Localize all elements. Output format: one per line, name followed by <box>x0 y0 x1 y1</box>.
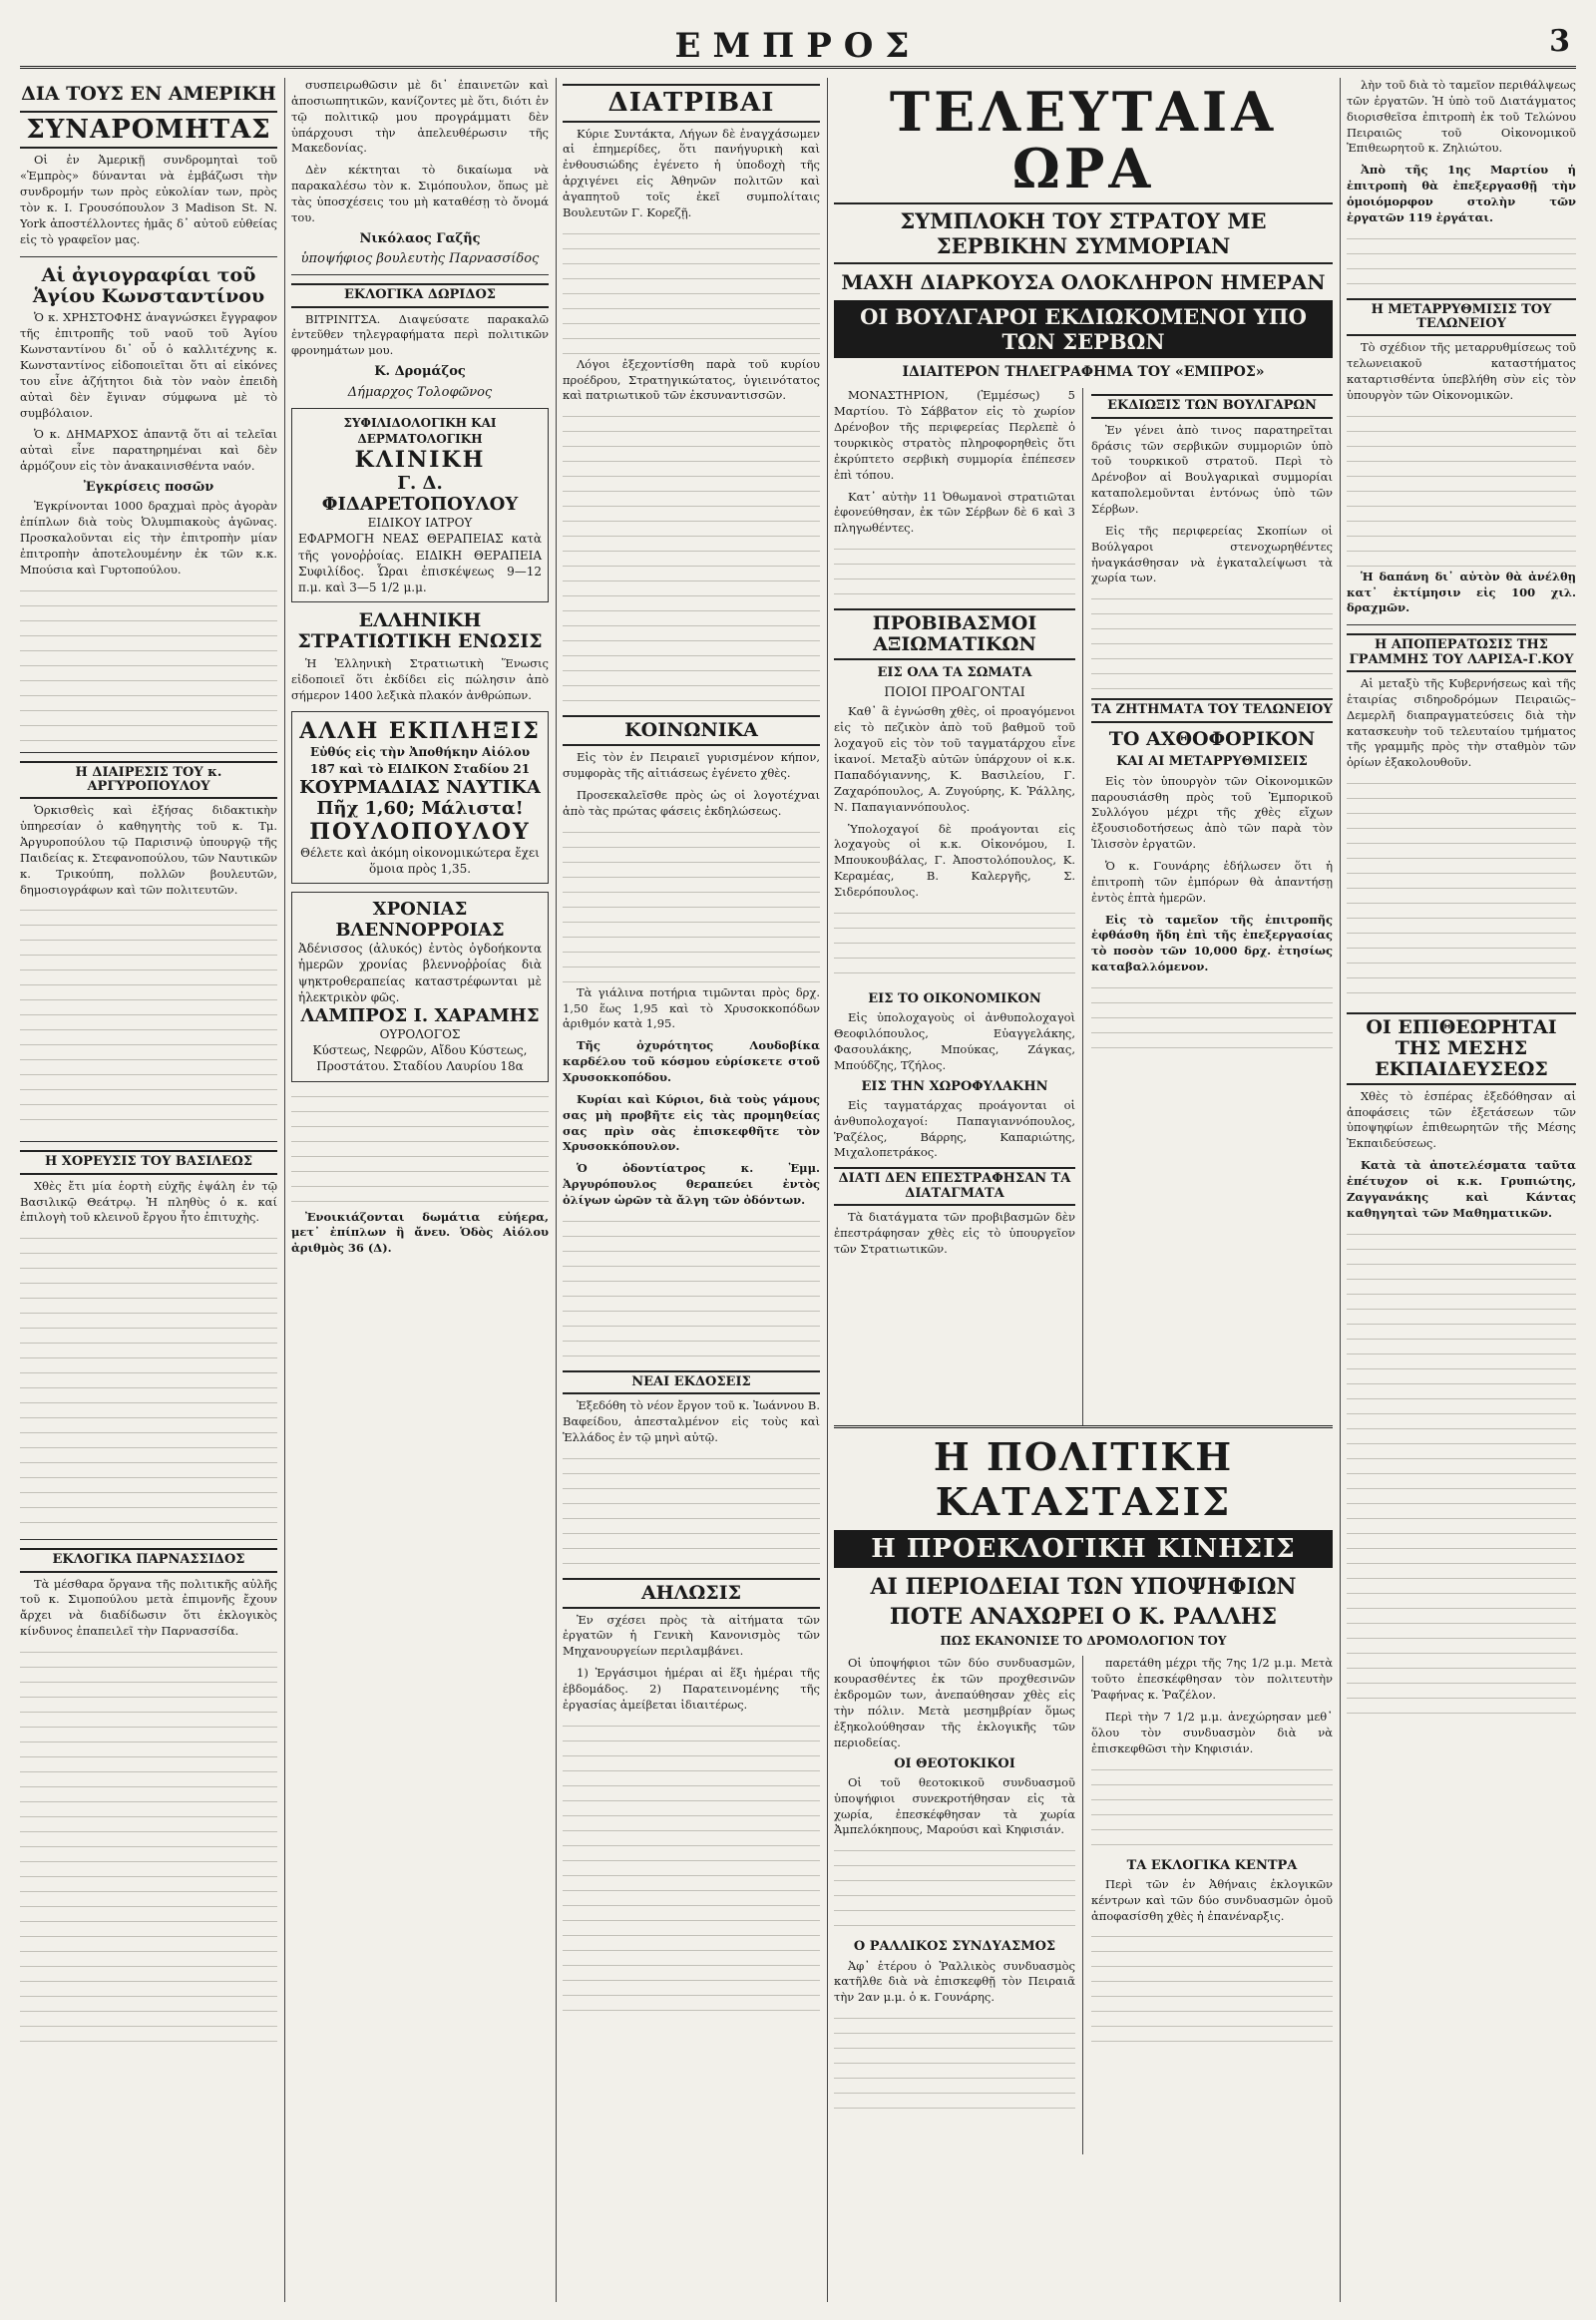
heading-election-centers: ΤΑ ΕΚΛΟΓΙΚΑ ΚΕΝΤΡΑ <box>1126 1857 1298 1873</box>
heading-line: ΕΙΣ ΟΛΑ ΤΑ ΣΩΜΑΤΑ <box>877 664 1032 680</box>
article-text: Ὁ ὀδοντίατρος κ. Ἐμμ. Ἀργυρόπουλος θεραπεύει ἐντὸς ὀλίγων ὡρῶν τὰ ἄλγη τῶν ὀδόντων. <box>563 1161 820 1207</box>
heading-economic: ΕΙΣ ΤΟ ΟΙΚΟΝΟΜΙΚΟΝ <box>868 990 1041 1006</box>
article-text: παρετάθη μέχρι τῆς 7ης 1/2 μ.μ. Μετὰ τοῦτο ἐπεσκέφθησαν τὸν πολιτευτὴν Ῥαφήνας κ. Ῥαζέλον. <box>1091 1656 1333 1703</box>
heading-doris: ΕΚΛΟΓΙΚΑ ΔΩΡΙΔΟΣ <box>291 283 549 307</box>
heading-customs: ΤΑ ΖΗΤΗΜΑΤΑ ΤΟΥ ΤΕΛΩΝΕΙΟΥ <box>1091 698 1333 722</box>
article-text: Ἐν σχέσει πρὸς τὰ αἰτήματα τῶν ἐργατῶν ἡ Γενικὴ Κανονισμὸς τῶν Μηχανουργείων περιλαμβάνει. <box>563 1612 820 1659</box>
text-block <box>1091 592 1333 692</box>
text-block <box>1347 777 1576 1006</box>
article-text: Κύριε Συντάκτα, Λήγων δὲ ἐναγχάσωμεν αἱ ἐπημερίδες, ὅτι πανήγυρικὴ καὶ ἐνθουσιώδης ἐγένετο ἡ ὑποδοχὴ τῆς ἀρχιγένει εἰς Ἀθηνῶν πολιτῶν καὶ ἀγαπητοῦ τοῖς ἐκεῖ συμπολίταις Βουλευτῶν Γ. Κορεζῇ. <box>563 126 820 219</box>
text-block <box>1347 410 1576 570</box>
article-text: Χθὲς τὸ ἑσπέρας ἐξεδόθησαν αἱ ἀποφάσεις τῶν ἐξετάσεων τῶν ὑποψηφίων ἐπιθεωρητῶν τῆς Μέσης Ἐκπαιδεύσεως. <box>1347 1088 1576 1151</box>
column-3 <box>563 78 820 2302</box>
ad-text: Εὐθύς εἰς τὴν Ἀποθήκην Αἰόλου 187 καὶ τὸ ΕΙΔΙΚΟΝ Σταδίου 21 <box>309 745 531 776</box>
article-text: Ὁ κ. ΔΗΜΑΡΧΟΣ ἀπαντᾷ ὅτι αἱ τελεῖαι αὐταὶ εἶνε παρατηρημέναι καὶ δὲν ἁρμόζουν εἰς τὸν ἀνακαινισθέντα ναόν. <box>20 427 277 474</box>
article-text: Καθ᾽ ἃ ἐγνώσθη χθὲς, οἱ προαγόμενοι εἰς τὸ πεζικὸν ἀπὸ τοῦ βαθμοῦ τοῦ λοχαγοῦ εἰς τὸν τοῦ ταγματάρχου εἶνε ἱκανοί. Μεταξὺ αὐτῶν ὑπάρχουν οἱ κ.κ. Παπαδόγιαννης, Κ. Βασιλείου, Γ. Ζαχαρόπουλος, Α. Ζυγούρης, Κ. Ῥάλλης, Ν. Παπαγιαννόπουλος. <box>834 704 1075 814</box>
politics-title: Η ΠΟΛΙΤΙΚΗ ΚΑΤΑΣΤΑΣΙΣ <box>834 1425 1333 1524</box>
ad-shop-name: ΠΟΥΛΟΠΟΥΛΟΥ <box>309 818 531 845</box>
article-text: Οἱ τοῦ θεοτοκικοῦ συνδυασμοῦ ὑποψήφιοι συνεκροτήθησαν εἰς τὰ χωρία, ἐπεσκέφθησαν τὰ χωρία Ἀμπελόκηπους, Μαρούσι καὶ Κηφισιάν. <box>834 1774 1075 1837</box>
ad-text: Θέλετε καὶ ἀκόμη οἰκονομικώτερα ἔχει ὅμοια πρὸς 1,35. <box>300 845 540 877</box>
heading-theotokikoi: ΟΙ ΘΕΟΤΟΚΙΚΟΙ <box>894 1755 1015 1771</box>
heading-railway: Η ΑΠΟΠΕΡΑΤΩΣΙΣ ΤΗΣ ΓΡΑΜΜΗΣ ΤΟΥ ΛΑΡΙΣΑ-Γ.ΚΟΥ <box>1347 633 1576 672</box>
heading-inspectors: ΟΙ ΕΠΙΘΕΩΡΗΤΑΙ ΤΗΣ ΜΕΣΗΣ ΕΚΠΑΙΔΕΥΣΕΩΣ <box>1347 1012 1576 1085</box>
article-text: Ἐνοικιάζονται δωμάτια εὐήερα, μετ᾽ ἐπίπλων ἢ ἄνευ. Ὁδὸς Αἰόλου ἀριθμὸς 36 (Δ). <box>291 1209 549 1256</box>
heading-line: ΚΑΙ ΑΙ ΜΕΤΑΡΡΥΘΜΙΣΕΙΣ <box>1116 754 1308 770</box>
heading-rallis-combination: Ο ΡΑΛΛΙΚΟΣ ΣΥΝΔΥΑΣΜΟΣ <box>853 1939 1056 1955</box>
banner-line: ΙΔΙΑΙΤΕΡΟΝ ΤΗΛΕΓΡΑΦΗΜΑ ΤΟΥ «ΕΜΠΡΟΣ» <box>902 364 1265 381</box>
text-block <box>1091 1930 1333 2050</box>
heading-diatribes: ΔΙΑΤΡΙΒΑΙ <box>563 84 820 123</box>
heading-military-union: ΕΛΛΗΝΙΚΗ ΣΤΡΑΤΙΩΤΙΚΗ ΕΝΩΣΙΣ <box>297 609 543 652</box>
right-subcolumn <box>1091 388 1333 1061</box>
text-block <box>20 584 277 744</box>
article-text: Εἰς ταγματάρχας προάγονται οἱ ἀνθυπολοχαγοί: Παπαγιαννόπουλος, Ῥαζέλος, Βάρρης, Καπαριώτης, Μιχαλοπετράκος. <box>834 1097 1075 1160</box>
text-block <box>563 1720 820 2019</box>
article-text: Ἀφ᾽ ἑτέρου ὁ Ῥαλλικὸς συνδυασμὸς κατῆλθε διὰ νὰ ἐπισκεφθῇ τὸν Πειραιᾶ τὴν 2αν μ.μ. ὁ κ. Γουνάρης. <box>834 1958 1075 2005</box>
article-text: συσπειρωθῶσιν μὲ δι᾽ ἐπαινετῶν καὶ ἀποσιωπητικῶν, κανίζοντες μὲ ὅτι, διότι ἐν τῷ πολιτικῷ μου προγράμματι δὲν ὑπάρχουσι τὴν ἀπελευθέρωσιν τῆς Μακεδονίας. <box>291 78 549 156</box>
doctor-ad <box>291 892 549 1081</box>
article-text: Λόγοι ἐξεχοντίσθη παρὰ τοῦ κυρίου προέδρου, Στρατηγικώτατος, ὑγιεινότατος καὶ πατριωτικοῦ τῶν ἐκσυναντισσῶν. <box>563 356 820 403</box>
politics-line: ΑΙ ΠΕΡΙΟΔΕΙΑΙ ΤΩΝ ΥΠΟΨΗΦΙΩΝ <box>870 1574 1297 1601</box>
ad-title: ΑΛΛΗ ΕΚΠΛΗΞΙΣ <box>299 718 541 745</box>
article-text: Προσεκαλεῖσθε πρὸς ὡς οἱ λογοτέχναι ἀπὸ τὰς πρώτας φάσεις ἐκδηλώσεως. <box>563 787 820 818</box>
heading-icons: Αἱ ἀγιογραφίαι τοῦ Ἁγίου Κωνσταντίνου <box>32 263 265 307</box>
ad-title: ΚΛΙΝΙΚΗ <box>354 447 486 474</box>
banner-subtitle: ΣΥΜΠΛΟΚΗ ΤΟΥ ΣΤΡΑΤΟΥ ΜΕ ΣΕΡΒΙΚΗΝ ΣΥΜΜΟΡΙΑΝ <box>834 202 1333 264</box>
divider <box>20 256 277 257</box>
article-text: Ἐξεδόθη τὸ νέον ἔργον τοῦ κ. Ἰωάννου Β. Βαφείδου, ἀπεσταλμένον εἰς τοὺς καὶ Ἑλλάδος ἐν τῷ μηνὶ αὐτῷ. <box>563 1398 820 1444</box>
politics-subtitle: Η ΠΡΟΕΚΛΟΓΙΚΗ ΚΙΝΗΣΙΣ <box>834 1530 1333 1568</box>
text-block <box>563 826 820 985</box>
heading-new-publications: ΝΕΑΙ ΕΚΔΟΣΕΙΣ <box>563 1370 820 1394</box>
text-block <box>20 1646 277 2045</box>
text-block <box>834 543 1075 602</box>
article-text: Περὶ τὴν 7 1/2 μ.μ. ἀνεχώρησαν μεθ᾽ ὅλου τὸν συνδυασμὸν διὰ νὰ ἐπισκεφθῶσι τὴν Κηφισιάν. <box>1091 1709 1333 1755</box>
article-text: Χθὲς ἔτι μία ἑορτὴ εὐχῆς ἐψάλη ἐν τῷ Βασιλικῷ Θεάτρῳ. Ἡ πληθὺς ὁ κ. καί ἐπιλογὴ τοῦ κλεινοῦ ἔργου ἦτο ἐπιτυχὴς. <box>20 1178 277 1225</box>
banner-line: ΟΙ ΒΟΥΛΓΑΡΟΙ ΕΚΔΙΩΚΟΜΕΝΟΙ ΥΠΟ ΤΩΝ ΣΕΡΒΩΝ <box>834 300 1333 358</box>
text-block <box>20 904 277 1133</box>
signature-title: ὑποψήφιος βουλευτὴς Παρνασσίδος <box>300 251 540 267</box>
ad-subtitle: ΕΙΔΙΚΟΥ ΙΑΤΡΟΥ <box>367 516 473 531</box>
article-text: 1) Ἐργάσιμοι ἡμέραι αἱ ἕξι ἡμέραι τῆς ἑβδομάδος. 2) Παρατεινομένης τῆς ἐργασίας ἀμείβεται ἰδιαιτέρως. <box>563 1666 820 1712</box>
article-text: Ἀπὸ τῆς 1ης Μαρτίου ἡ ἐπιτροπὴ θὰ ἐπεξεργασθῇ τὴν ὁμοιόμορφον στολὴν τῶν ἐργατῶν 119 ἐργάται. <box>1347 163 1576 224</box>
last-hour-columns <box>834 388 1333 1425</box>
text-block <box>834 1844 1075 1934</box>
article-text: Ὑπολοχαγοί δὲ προάγονται εἰς λοχαγοὺς οἱ κ.κ. Οἰκονόμου, Ι. Μπουκουβάλας, Γ. Ἀποστολόπουλος, Κ. Κεραμέας, Β. Καλεργῆς, Σ. Σιδερόπουλος. <box>834 821 1075 899</box>
text-block <box>563 1215 820 1364</box>
column-4-5 <box>834 78 1333 2302</box>
newspaper-name: ΕΜΠΡΟΣ <box>674 26 922 66</box>
left-subcolumn <box>834 1656 1075 2112</box>
banner-line: ΜΑΧΗ ΔΙΑΡΚΟΥΣΑ ΟΛΟΚΛΗΡΟΝ ΗΜΕΡΑΝ <box>841 270 1326 295</box>
newspaper-page <box>20 18 1576 2302</box>
article-text: λὴν τοῦ διὰ τὸ ταμεῖον περιθάλψεως τῶν ἐργατῶν. Ἡ ὑπὸ τοῦ Διατάγματος διορισθεῖσα ἐπιτροπὴ ἐκ τοῦ Τελώνου Πειραιῶς τοῦ Οἰκονομικοῦ Ἐπιθεωρητοῦ κ. Ζηλιώτου. <box>1347 78 1576 156</box>
text-block <box>563 410 820 709</box>
heading-subscribers: ΣΥΝΑΡΟΜΗΤΑΣ <box>20 111 277 150</box>
signature: Νικόλαος Γαζῆς <box>359 230 481 246</box>
heading-social: ΚΟΙΝΩΝΙΚΑ <box>563 715 820 746</box>
text-block <box>834 2012 1075 2112</box>
column-1 <box>20 78 277 2302</box>
ad-product: ΚΟΥΡΜΑΔΙΑΣ ΝΑΥΤΙΚΑ <box>299 776 541 798</box>
banner-title: ΤΕΛΕΥΤΑΙΑ ΩΡΑ <box>889 80 1278 200</box>
ad-text: Ἀδένισσος (ἀλυκός) ἐντὸς ὀγδοήκοντα ἡμερῶν χρονίας βλεννοῤῥοίας διὰ ψηκτροθεραπείας καταστρέφωνται μὲ ἠλεκτρικὸν φῶς. <box>298 942 542 1004</box>
heading-line: ΠΟΙΟΙ ΠΡΟΑΓΟΝΤΑΙ <box>884 685 1025 701</box>
heading-approvals: Ἐγκρίσεις ποσῶν <box>83 480 214 496</box>
column-rule <box>1082 1656 1083 2154</box>
article-text: Δὲν κέκτηται τὸ δικαίωμα νὰ παρακαλέσω τὸν κ. Σιμόπουλον, ὅπως μὲ τὰς ὑποσχέσεις του μὴ καταθέσῃ τὸ ὄνομά του. <box>291 163 549 224</box>
article-text: Τὸ σχέδιον τῆς μεταρρυθμίσεως τοῦ τελωνειακοῦ καταστήματος καταρτισθέντα ὑπεβλήθη σὺν εἰς τὸν ὑπουργὸν τῶν Οἰκονομικῶν. <box>1347 340 1576 402</box>
ad-text: ΕΦΑΡΜΟΓΗ ΝΕΑΣ ΘΕΡΑΠΕΙΑΣ κατὰ τῆς γονοῤῥοίας. ΕΙΔΙΚΗ ΘΕΡΑΠΕΙΑ Συφιλίδος. Ὧραι ἐπισκέψεως 9—12 π.μ. καὶ 3—5 1/2 μ.μ. <box>298 532 542 594</box>
heading-king: Η ΧΟΡΕΥΣΙΣ ΤΟΥ ΒΑΣΙΛΕΩΣ <box>20 1150 277 1174</box>
article-text: Εἰς τὸν ἐν Πειραιεῖ γυρισμένον κήπον, συμφορὰς τῆς αἰτιάσεως ἐγένετο χθὲς. <box>563 750 820 781</box>
text-block <box>1091 1763 1333 1853</box>
article-text: Κατ᾽ αὐτὴν 11 Ὀθωμανοὶ στρατιῶται ἐφονεύθησαν, ἐκ τῶν Σέρβων δὲ 6 καὶ 3 πληγωθέντες. <box>834 489 1075 536</box>
ad-text: Κύστεως, Νεφρῶν, Αἴδου Κύστεως, Προστάτου. Σταδίου Λαυρίου 18α <box>312 1043 528 1074</box>
article-text: Εἰς τὸν ὑπουργὸν τῶν Οἰκονομικῶν παρουσιάσθη πρὸς τοῦ Ἐμπορικοῦ Συλλόγου μέχρι τῆς χθὲς εἴχων ἐξουσιοδοτήσεως ἀπὸ τῶν παρὰ τὸν Ἰλισσὸν ἐργατῶν. <box>1091 773 1333 852</box>
ad-name: Γ. Δ. ΦΙΔΑΡΕΤΟΠΟΥΛΟΥ <box>321 473 519 516</box>
right-subcolumn <box>1091 1656 1333 2050</box>
article-text: Ἡ δαπάνη δι᾽ αὐτὸν θὰ ἀνέλθῃ κατ᾽ ἐκτίμησιν εἰς 100 χιλ. δραχμῶν. <box>1347 569 1576 615</box>
masthead <box>20 18 1576 69</box>
article-text: Εἰς τῆς περιφερείας Σκοπίων οἱ Βούλγαροι στενοχωρηθέντες ἠναγκάσθησαν νὰ ἐγκαταλείψωσι τὰ χωρία των. <box>1091 523 1333 585</box>
article-text: Ἡ Ἑλληνικὴ Στρατιωτικὴ Ἕνωσις εἰδοποιεῖ ὅτι ἐκδίδει εἰς πώλησιν ἀπὸ σήμερον 1400 λεξικὰ πλακόν ἀνθρώπων. <box>291 655 549 702</box>
article-text: Τὰ γιάλινα ποτήρια τιμῶνται πρὸς δρχ. 1,50 ἕως 1,95 καὶ τὸ Χρυσοκκοπόδων ἀριθμόν κατὰ 1,95. <box>563 984 820 1031</box>
heading-parnassis: ΕΚΛΟΓΙΚΑ ΠΑΡΝΑΣΣΙΔΟΣ <box>20 1548 277 1572</box>
divider <box>291 274 549 275</box>
article-text: ΜΟΝΑΣΤΗΡΙΟΝ, (Ἐμμέσως) 5 Μαρτίου. Τὸ Σάββατον εἰς τὸ χωρίον Δρένοβον τῆς περιφερείας Περλεπὲ ὁ τουρκικὸς στρατὸς πληροφορηθεὶς ὅτι ἐκρύπτετο σερβικὴ συμμορία ἐπέπεσεν ἐπὶ τόπου. <box>834 388 1075 482</box>
article-text: Τὰ διατάγματα τῶν προβιβασμῶν δὲν ἐπεστράφησαν χθὲς εἰς τὸ ὑπουργεῖον τῶν Στρατιωτικῶν. <box>834 1209 1075 1256</box>
page-number: 3 <box>1549 24 1570 59</box>
article-text: Οἱ ἐν Ἀμερικῇ συνδρομηταὶ τοῦ «Ἐμπρὸς» δύνανται νὰ ἐμβάζωσι τὴν συνδρομήν των πρὸς εὐκολίαν των, πρὸς τὸν κ. Ι. Γρουσόπουλον 3 Madison St. N. York ἀποστέλλοντες ἡμᾶς δ᾽ αὐτοῦ εὐθείας εἰς τὸ γραφεῖον μας. <box>20 153 277 246</box>
ad-heading: ΣΥΦΙΛΙΔΟΛΟΓΙΚΗ ΚΑΙ ΔΕΡΜΑΤΟΛΟΓΙΚΗ <box>343 415 497 446</box>
article-text: Αἱ μεταξὺ τῆς Κυβερνήσεως καὶ τῆς ἑταιρίας σιδηροδρόμων Πειραιῶς–Δεμερλῆ διαπραγματεύσεις διὰ τὴν κατασκευὴν τοῦ τελευταίου τμήματος τῆς γραμμῆς πρὸς τὴν σταθμὸν τῶν ὁρίων ἐξακολουθοῦν. <box>1347 675 1576 770</box>
left-subcolumn <box>834 388 1075 1263</box>
politics-line: ΠΩΣ ΕΚΑΝΟΝΙΣΕ ΤΟ ΔΡΟΜΟΛΟΓΙΟΝ ΤΟΥ <box>940 1634 1227 1649</box>
text-block <box>834 907 1075 986</box>
heading-bulgarians-pursuit: ΕΚΔΙΩΞΙΣ ΤΩΝ ΒΟΥΛΓΑΡΩΝ <box>1091 394 1333 418</box>
article-text: Τὰ μέσθαρα ὄργανα τῆς πολιτικῆς αὐλῆς τοῦ κ. Σιμοπούλου μετὰ ἐπιμονῆς ἔχουν ἄρχει νὰ διαδίδωσιν ὅτι ἐκλογικὸς κίνδυνος ἐπαπειλεῖ τὴν Παρνασσίδα. <box>20 1576 277 1639</box>
last-hour-banner <box>834 80 1333 381</box>
article-text: Ὁ κ. ΧΡΗΣΤΟΦΗΣ ἀναγνώσκει ἔγγραφον τῆς ἐπιτροπῆς τοῦ ναοῦ τοῦ Ἁγίου Κωνσταντίνου δι᾽ οὗ ὁ καλλιτέχνης κ. Κωνσταντίνος εἰδοποιεῖται ὅτι αἱ εἰκόνες του εἶνε ἀζήτητοι διὰ τὸν ναὸν ἐπειδὴ αὐταὶ δὲν ἔγιναν σύμφωνα μὲ τὸ συμβόλαιον. <box>20 310 277 420</box>
heading-america: ΔΙΑ ΤΟΥΣ ΕΝ ΑΜΕΡΙΚΗ <box>21 83 276 105</box>
signature-title: Δήμαρχος Τολοφῶνος <box>347 384 493 400</box>
divider <box>20 752 277 753</box>
article-text: Εἰς ὑπολοχαγοὺς οἱ ἀνθυπολοχαγοὶ Θεοφιλόπουλος, Εὐαγγελάκης, Φασουλάκης, Μπούκας, Ζάγκας, Μπούδζης, Τζήλος. <box>834 1010 1075 1072</box>
politics-line: ΠΟΤΕ ΑΝΑΧΩΡΕΙ Ο Κ. ΡΑΛΛΗΣ <box>889 1604 1278 1631</box>
ad-price: Πῆχ 1,60; Μάλιστα! <box>316 797 524 819</box>
article-text: ΒΙΤΡΙΝΙΤΣΑ. Διαψεύσατε παρακαλῶ ἐντεῦθεν τηλεγραφήματα περὶ πολιτικῶν φρονημάτων μου. <box>291 311 549 358</box>
text-block <box>1091 981 1333 1061</box>
text-block <box>563 1452 820 1572</box>
article-text: Οἱ ὑποψήφιοι τῶν δύο συνδυασμῶν, κουρασθέντες ἐκ τῶν προχθεσινῶν ἐκδρομῶν των, ἀνεπαύθησαν χθὲς εἰς τὴν πόλιν. Μετὰ μεσημβρίαν ὅμως ἐξηκολούθησαν τῆς ἐκλογικῆς τῶν περιοδείας. <box>834 1656 1075 1749</box>
text-block <box>20 1232 277 1531</box>
article-text: Ἐν γένει ἀπὸ τινος παρατηρεῖται δράσις τῶν σερβικῶν συμμοριῶν ὑπὸ τοῦ τουρκικοῦ στρατοῦ. Περὶ τὸ Δρένοβον αἱ Βουλγαρικαὶ συμμορίαι καταπολεμοῦνται ἐντόνως ὑπὸ τῶν Σέρβων. <box>1091 422 1333 516</box>
article-text: Περὶ τῶν ἐν Ἀθήναις ἐκλογικῶν κέντρων καὶ τῶν δύο συνδυασμῶν ὁμοῦ ἀποφασίσθη χθὲς ἡ ἐπανέναρξις. <box>1091 1876 1333 1923</box>
article-text: Ὁ κ. Γουνάρης ἐδήλωσεν ὅτι ἡ ἐπιτροπὴ τῶν ἐμπόρων θὰ ἀπαντήσῃ ἐντὸς ἐπτὰ ἡμερῶν. <box>1091 859 1333 905</box>
signature: Κ. Δρομάζος <box>374 364 466 380</box>
text-block <box>563 227 820 357</box>
article-text: Ὁρκισθεὶς καὶ ἐξήσας διδακτικὴν ὑπηρεσίαν ὁ καθηγητὴς τοῦ κ. Τμ. Ἀργυροπούλου τῷ Παρισινῷ ὑπουργῷ τῆς Παιδείας κ. Στεφανοπούλου, τῶν Ναυτικῶν κ. Τρικούπη, πολλῶν βουλευτῶν, δημοσιογράφων καὶ τῶν πολιτευτῶν. <box>20 803 277 897</box>
shop-ad <box>291 711 549 884</box>
column-2 <box>291 78 549 2302</box>
heading-line: ΤΟ ΑΧΘΟΦΟΡΙΚΟΝ <box>1108 727 1316 750</box>
column-rule <box>556 78 557 2302</box>
ad-name: ΛΑΜΠΡΟΣ Ι. ΧΑΡΑΜΗΣ <box>300 1004 540 1026</box>
divider <box>20 1539 277 1540</box>
text-block <box>1347 1228 1576 1727</box>
heading-gendarmerie: ΕΙΣ ΤΗΝ ΧΩΡΟΦΥΛΑΚΗΝ <box>861 1078 1048 1094</box>
column-rule <box>1340 78 1341 2302</box>
clinic-ad <box>291 408 549 602</box>
ad-subtitle: ΟΥΡΟΛΟΓΟΣ <box>379 1026 461 1041</box>
article-text: Τῆς ὀχυρότητος Λουδοβίκα καρδέλου τοῦ κόσμου εὑρίσκετε στοῦ Χρυσοκκοπόδου. <box>563 1038 820 1084</box>
text-block <box>1347 232 1576 292</box>
article-text: Εἰς τὸ ταμεῖον τῆς ἐπιτροπῆς ἐφθάσθη ἤδη ἐπὶ τῆς ἐπεξεργασίας τὸ ποσὸν τῶν 10,000 δρχ. ἐτησίως καταβαλλόμενον. <box>1091 912 1333 974</box>
politics-columns <box>834 1656 1333 2154</box>
article-text: Κυρίαι καὶ Κύριοι, διὰ τοὺς γάμους σας μὴ προβῆτε εἰς τὰς προμηθείας σας πρὶν σὰς ἐπισκεφθῆτε τὸν Χρυσοκκόπουλον. <box>563 1091 820 1154</box>
heading-argyropoulos: Η ΔΙΑΙΡΕΣΙΣ ΤΟΥ κ. ΑΡΓΥΡΟΠΟΥΛΟΥ <box>20 761 277 800</box>
divider <box>1347 624 1576 625</box>
political-situation <box>834 1425 1333 1648</box>
column-rule <box>284 78 285 2302</box>
article-text: Ἐγκρίνονται 1000 δραχμαὶ πρὸς ἀγορὰν ἐπίπλων διὰ τοὺς Ὀλυμπιακοὺς ἀγῶνας. Προσκαλοῦνται εἰς τὴν ἐπιτροπὴν μίαν ἐπιτροπὴν ἀποτελουμένην ἐκ τῶν κ.κ. Μπούσια καὶ Γυρτοπούλου. <box>20 499 277 577</box>
ad-title: ΧΡΟΝΙΑΣ ΒΛΕΝΝΟΡΡΟΙΑΣ <box>335 899 505 942</box>
column-6 <box>1347 78 1576 2302</box>
heading-decrees: ΔΙΑΤΙ ΔΕΝ ΕΠΕΣΤΡΑΦΗΣΑΝ ΤΑ ΔΙΑΤΑΓΜΑΤΑ <box>834 1167 1075 1206</box>
column-rule <box>1082 388 1083 1425</box>
heading-declaration: ΑΗΛΩΣΙΣ <box>563 1578 820 1609</box>
heading-promotions: ΠΡΟΒΙΒΑΣΜΟΙ ΑΞΙΩΜΑΤΙΚΩΝ <box>834 608 1075 660</box>
text-block <box>291 1090 549 1210</box>
divider <box>20 1141 277 1142</box>
article-text: Κατὰ τὰ ἀποτελέσματα ταῦτα ἐπέτυχον οἱ κ.κ. Γρυπιώτης, Ζαγγανάκης καὶ Κάντας καθηγηταὶ τῶν Μαθηματικῶν. <box>1347 1158 1576 1220</box>
column-rule <box>827 78 828 2302</box>
heading-customs-reform: Η ΜΕΤΑΡΡΥΘΜΙΣΙΣ ΤΟΥ ΤΕΛΩΝΕΙΟΥ <box>1347 298 1576 337</box>
